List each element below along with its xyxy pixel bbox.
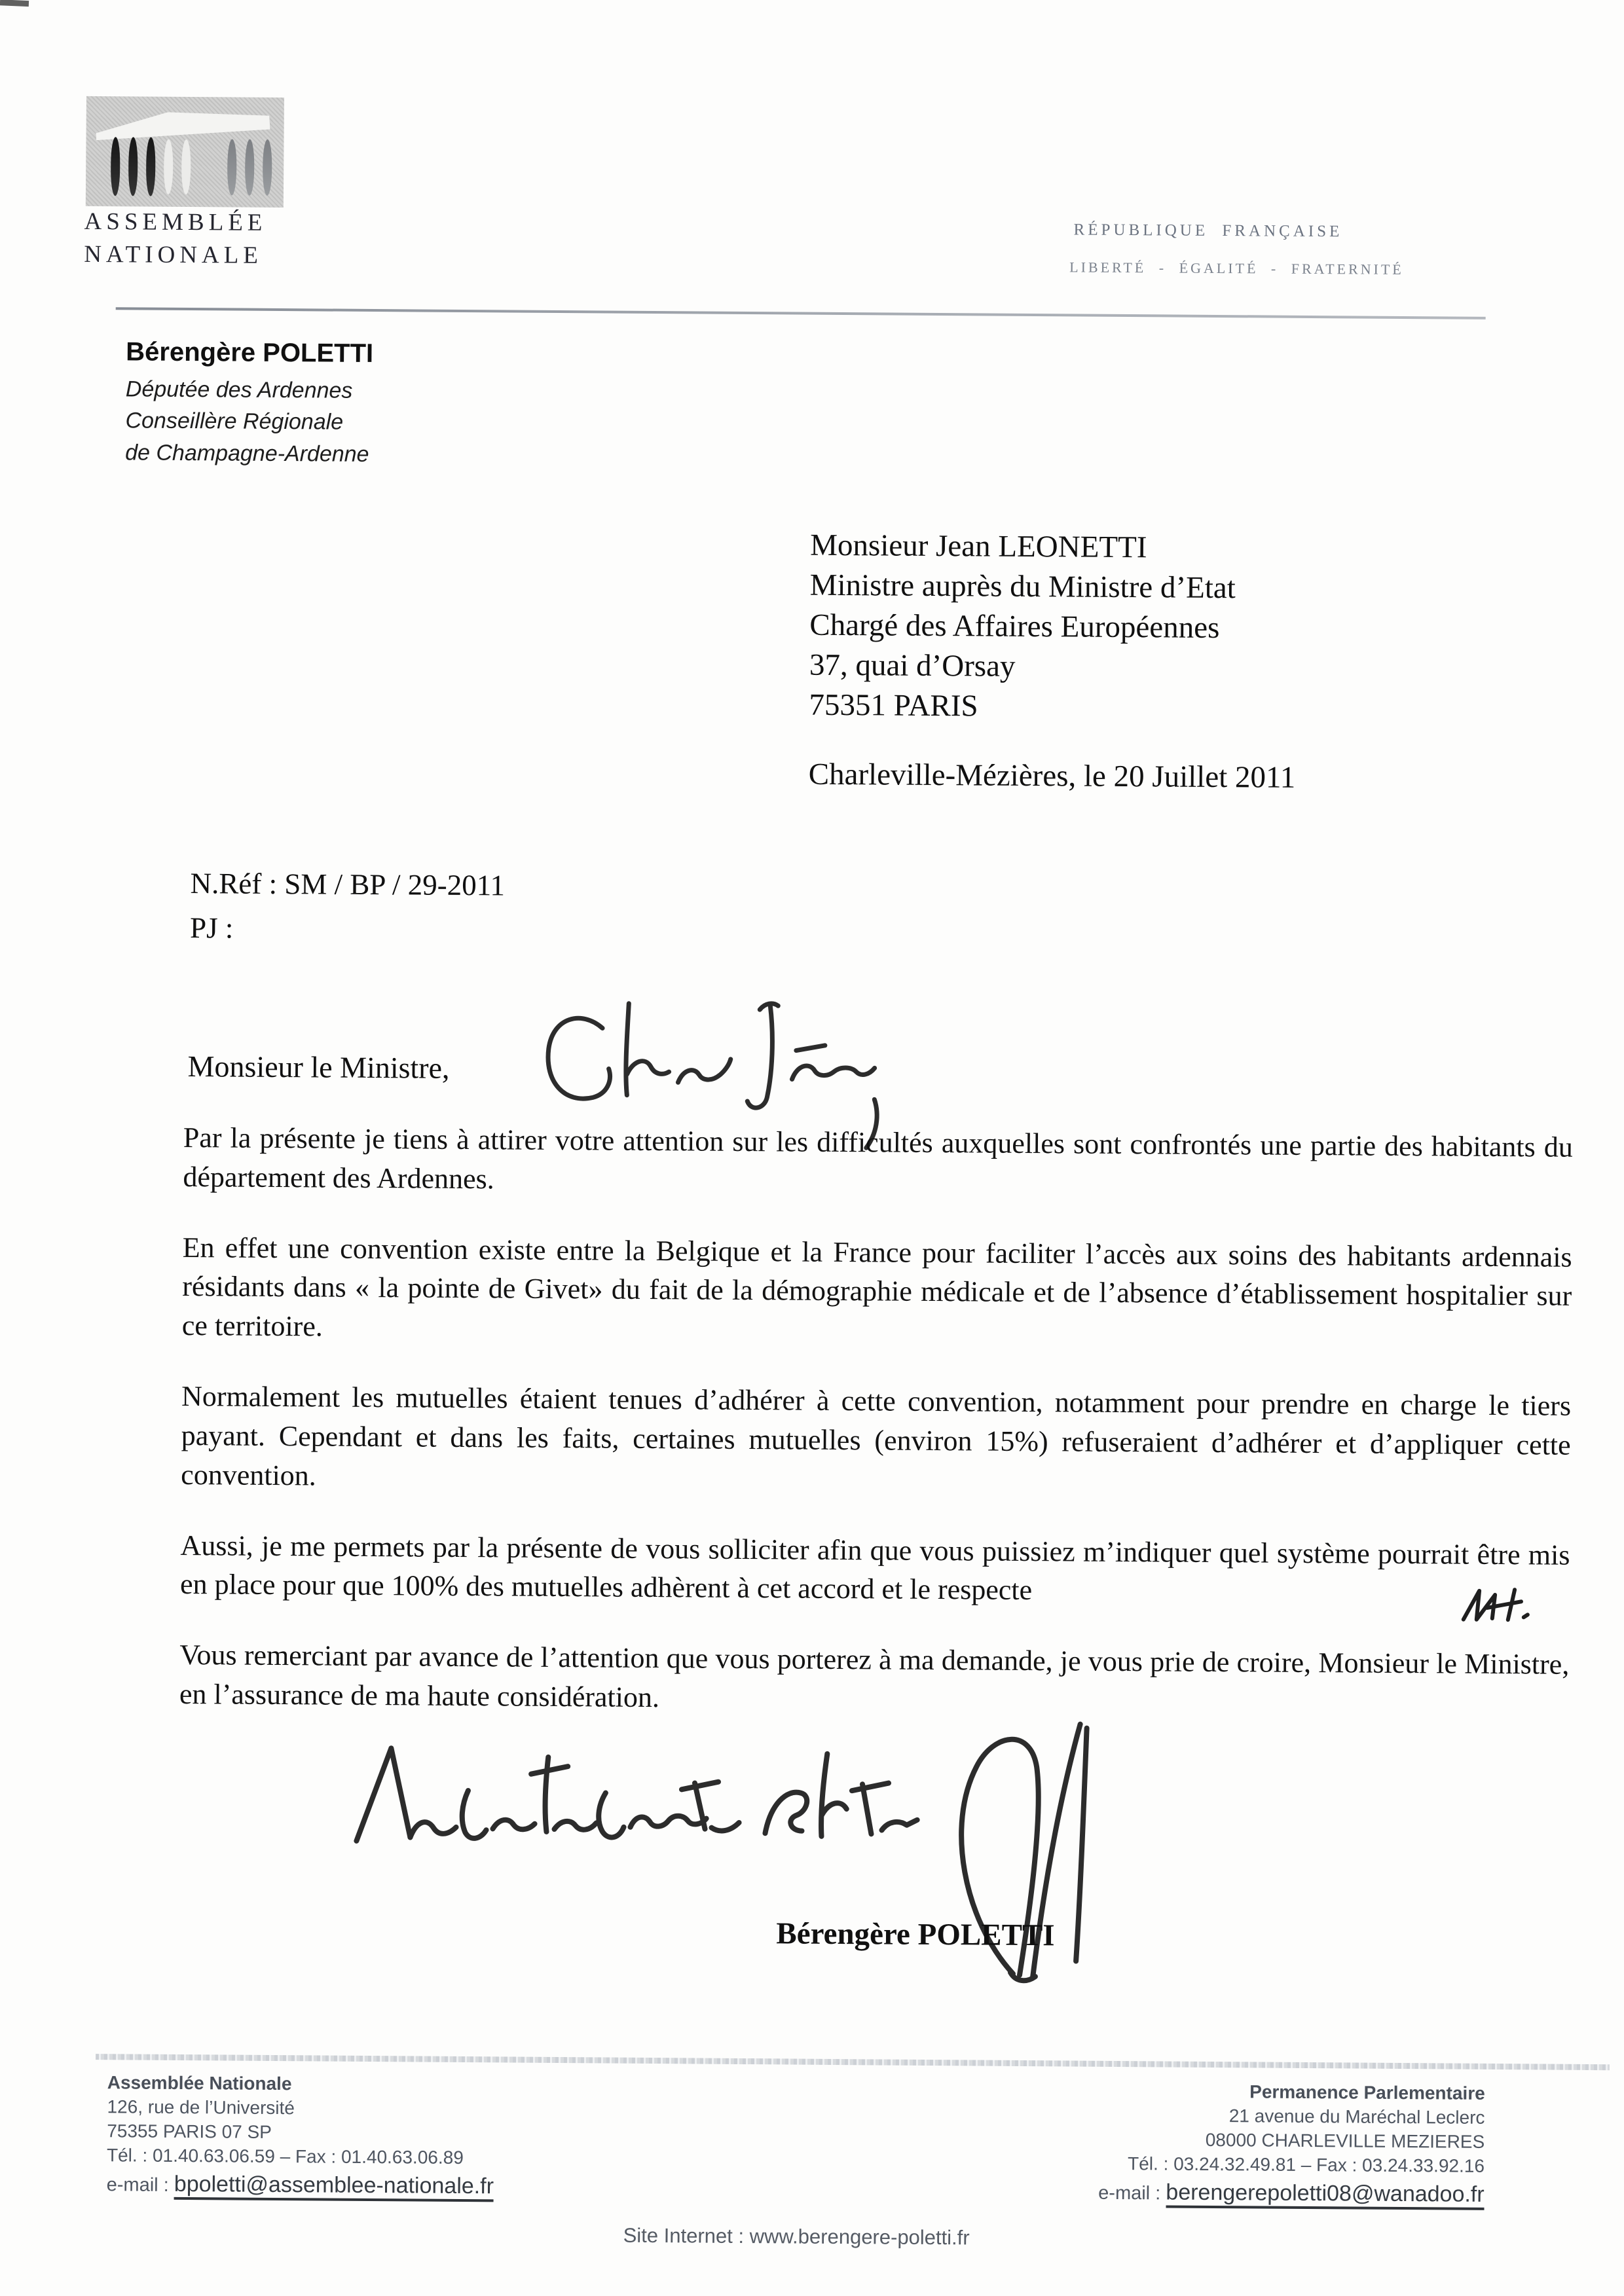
footer-right-org: Permanence Parlementaire: [1249, 2081, 1485, 2104]
recipient-title2: Chargé des Affaires Européennes: [809, 608, 1220, 646]
paragraph-5: Vous remerciant par avance de l’attention que vous porterez à ma demande, je vous prie de croire, Monsieur le Ministre, en l’assurance de ma haute considération.: [179, 1639, 1570, 1714]
handwritten-correction: [1454, 1579, 1534, 1639]
footer-right-email-link[interactable]: berengerepoletti08@wanadoo.fr: [1166, 2179, 1485, 2210]
paragraph-2: En effet une convention existe entre la Belgique et la France pour faciliter l’accès aux soins des habitants ardennais résidants dans « la pointe de Givet» du fait de la démographie médicale et de l’absence d’établissement hospitalier sur ce territoire.: [181, 1231, 1572, 1343]
email-label: e-mail :: [1098, 2182, 1166, 2204]
recipient-name: Monsieur Jean LEONETTI: [810, 528, 1147, 565]
reference-number: N.Réf : SM / BP / 29-2011: [190, 867, 506, 902]
footer-left-email-link[interactable]: bpoletti@assemblee-nationale.fr: [174, 2172, 494, 2202]
paragraph-4: Aussi, je me permets par la présente de vous solliciter afin que vous puissiez m’indiquer quel système pourrait être mis en place pour que 100% des mutuelles adhèrent à cet accord et le respecte: [179, 1529, 1570, 1607]
columns-graphic: [111, 137, 281, 197]
footer-right-address2: 08000 CHARLEVILLE MEZIERES: [1205, 2129, 1485, 2152]
assemblee-nationale-logo-icon: [86, 96, 284, 208]
header-divider: [116, 307, 1486, 319]
recipient-city: 75351 PARIS: [809, 688, 978, 723]
scan-artifact: [0, 0, 29, 7]
footer-divider: [96, 2054, 1610, 2070]
site-internet-line: Site Internet : www.berengere-poletti.fr: [623, 2223, 970, 2250]
org-name-line2: NATIONALE: [84, 240, 263, 269]
footer-right-block: [961, 2078, 1485, 2209]
recipient-block: [809, 526, 1236, 729]
email-label: e-mail :: [106, 2174, 174, 2196]
footer-left-address2: 75355 PARIS 07 SP: [107, 2121, 272, 2142]
footer-left-address1: 126, rue de l’Université: [107, 2096, 295, 2119]
footer-left-org: Assemblée Nationale: [107, 2072, 292, 2094]
devise-line: LIBERTÉ - ÉGALITÉ - FRATERNITÉ: [1069, 259, 1404, 278]
recipient-title1: Ministre auprès du Ministre d’Etat: [809, 568, 1236, 606]
letter-body: [179, 1118, 1573, 1755]
salutation: Monsieur le Ministre,: [187, 1049, 450, 1085]
footer-right-email-line: [961, 2176, 1485, 2209]
reference-block: [190, 862, 505, 952]
sender-title-region: de Champagne-Ardenne: [125, 439, 369, 467]
footer-right-address1: 21 avenue du Maréchal Leclerc: [1228, 2105, 1485, 2128]
sender-title-conseillere: Conseillère Régionale: [125, 408, 344, 435]
footer-left-block: [107, 2071, 495, 2201]
footer-right-tel-fax: Tél. : 03.24.32.49.81 – Fax : 03.24.33.92.16: [1128, 2153, 1485, 2176]
pediment-shape: [95, 106, 270, 141]
paragraph-1: Par la présente je tiens à attirer votre attention sur les difficultés auxquelles sont confrontés une partie des habitants du département des Ardennes.: [183, 1121, 1573, 1195]
sender-title-deputee: Députée des Ardennes: [125, 376, 353, 403]
recipient-street: 37, quai d’Orsay: [809, 647, 1016, 684]
signer-name: Bérengère POLETTI: [776, 1916, 1055, 1953]
footer-left-tel-fax: Tél. : 01.40.63.06.59 – Fax : 01.40.63.06.89: [106, 2145, 464, 2168]
date-line: Charleville-Mézières, le 20 Juillet 2011: [808, 757, 1296, 795]
paragraph-3: Normalement les mutuelles étaient tenues d’adhérer à cette convention, notamment pour prendre en charge le tiers payant. Cependant et dans les faits, certaines mutuelles (environ 15%) refuseraient d’adhérer et d’appliquer cette convention.: [181, 1380, 1572, 1492]
republique-francaise-line: RÉPUBLIQUE FRANÇAISE: [1073, 221, 1343, 241]
sender-name: Bérengère POLETTI: [126, 337, 374, 368]
footer-left-email-line: [107, 2169, 494, 2201]
org-name-line1: ASSEMBLÉE: [84, 208, 267, 236]
reference-pj: PJ :: [189, 911, 234, 945]
sender-block: [125, 337, 373, 469]
